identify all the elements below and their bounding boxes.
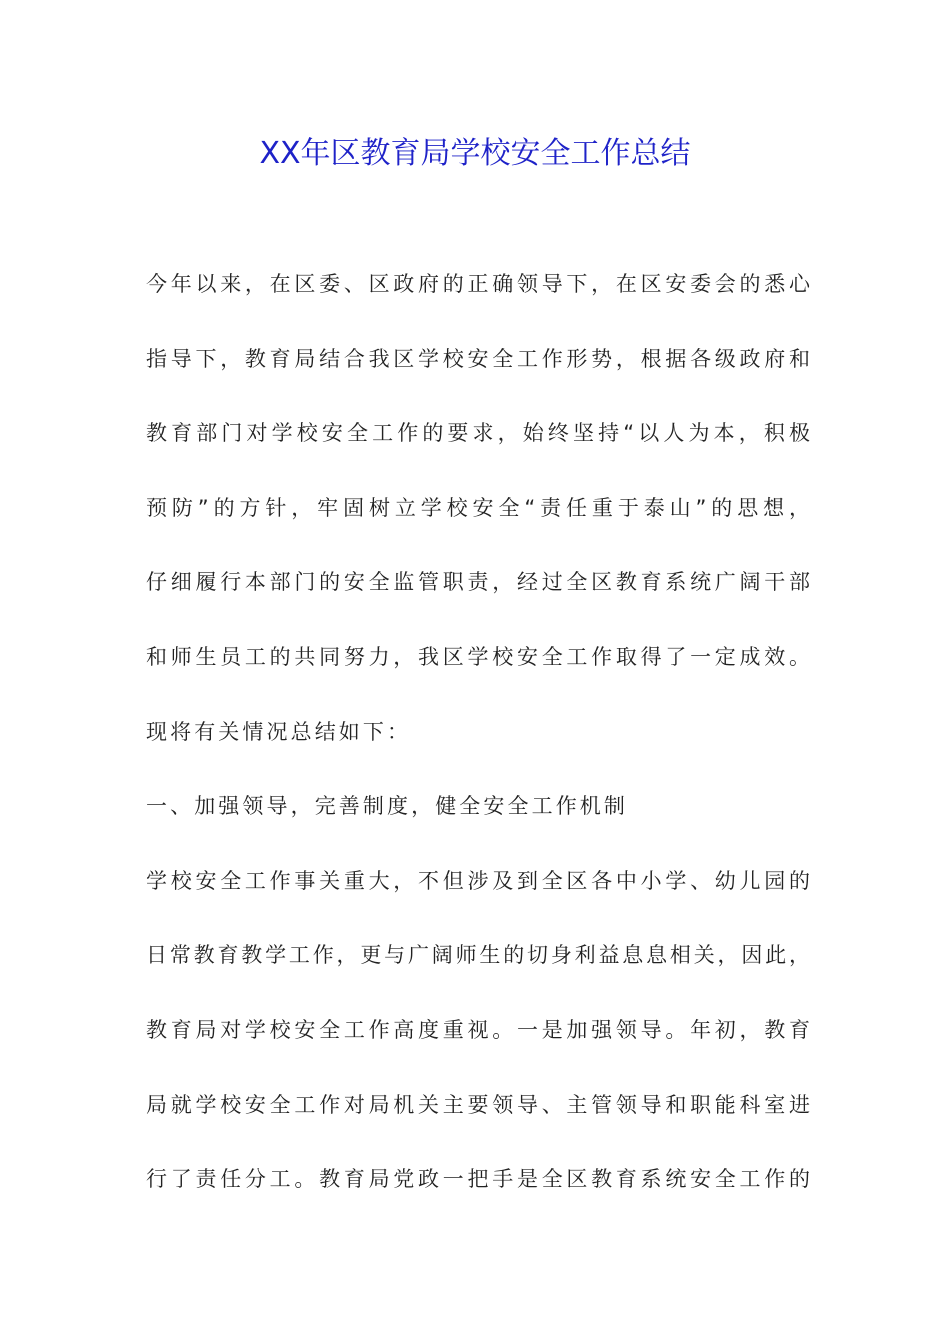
paragraph-line: 仔细履行本部门的安全监管职责，经过全区教育系统广阔干部 xyxy=(146,570,810,595)
paragraph-line: 日常教育教学工作，更与广阔师生的切身利益息息相关，因此， xyxy=(146,943,810,968)
document-body xyxy=(146,262,810,1232)
paragraph-line: 现将有关情况总结如下： xyxy=(146,719,412,744)
paragraph-line: 学校安全工作事关重大，不但涉及到全区各中小学、幼儿园的 xyxy=(146,868,810,893)
paragraph-line: 预防”的方针，牢固树立学校安全“责任重于泰山”的思想， xyxy=(146,495,810,520)
paragraph-line: 指导下，教育局结合我区学校安全工作形势，根据各级政府和 xyxy=(146,346,810,371)
document-title: XX年区教育局学校安全工作总结 xyxy=(259,136,691,171)
paragraph-line: 局就学校安全工作对局机关主要领导、主管领导和职能科室进 xyxy=(146,1092,810,1117)
section-heading: 一、加强领导，完善制度，健全安全工作机制 xyxy=(146,794,628,819)
paragraph-line: 教育部门对学校安全工作的要求，始终坚持“以人为本，积极 xyxy=(146,421,810,446)
paragraph-line: 今年以来，在区委、区政府的正确领导下，在区安委会的悉心 xyxy=(146,272,810,296)
paragraph-line: 和师生员工的共同努力，我区学校安全工作取得了一定成效。 xyxy=(146,644,810,669)
paragraph-line: 行了责任分工。教育局党政一把手是全区教育系统安全工作的 xyxy=(146,1167,810,1192)
paragraph-line: 教育局对学校安全工作高度重视。一是加强领导。年初，教育 xyxy=(146,1017,810,1042)
